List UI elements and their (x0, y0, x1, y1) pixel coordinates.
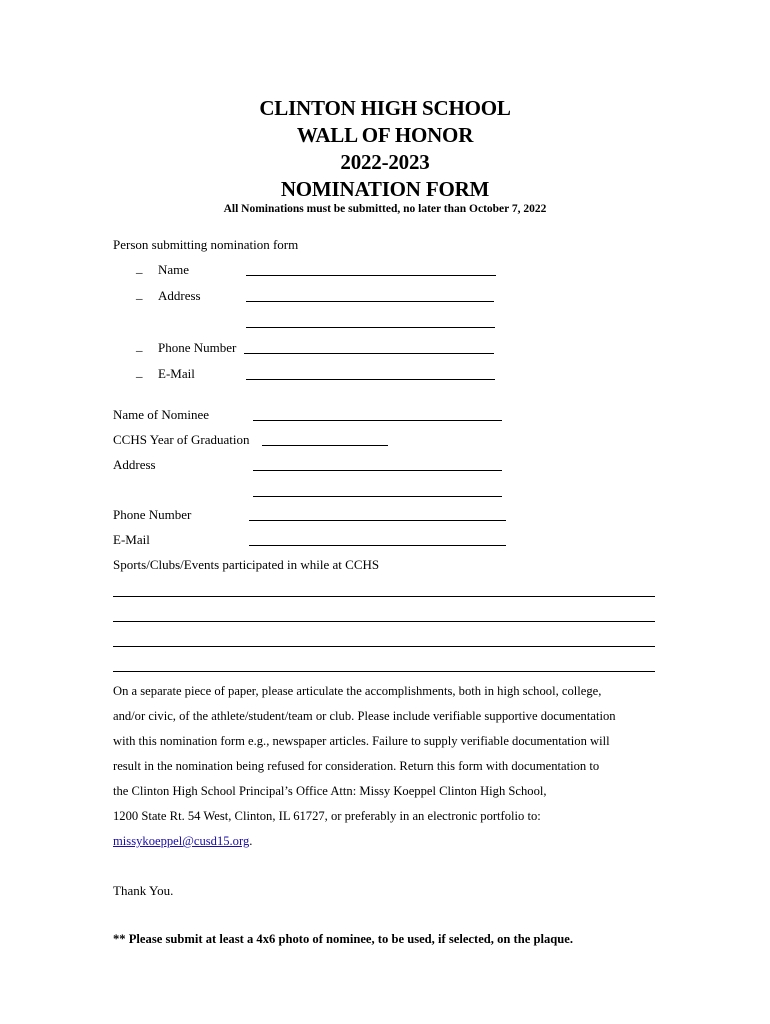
instructions-line: with this nomination form e.g., newspaper articles. Failure to supply verifiable documentation will (113, 734, 610, 748)
nominee-phone-label: Phone Number (113, 507, 192, 522)
bullet-marker: _ (136, 286, 143, 301)
submitter-name-label: Name (158, 262, 190, 277)
instructions-line: 1200 State Rt. 54 West, Clinton, IL 61727, or preferably in an electronic portfolio to: (113, 809, 541, 823)
submission-deadline: All Nominations must be submitted, no later than October 7, 2022 (223, 203, 547, 215)
activities-field-2[interactable] (113, 621, 655, 622)
submitter-email-label: E-Mail (158, 366, 195, 381)
grad-year-label: CCHS Year of Graduation (113, 432, 250, 447)
activities-field-1[interactable] (113, 596, 655, 597)
submitter-name-field[interactable] (246, 275, 496, 276)
nominee-address-label: Address (113, 457, 156, 472)
instructions-line: result in the nomination being refused for consideration. Return this form with documentation to (113, 759, 600, 773)
instructions-line: and/or civic, of the athlete/student/team or club. Please include verifiable supportive documentation (113, 709, 616, 723)
honor-title: WALL OF HONOR (296, 123, 474, 147)
submitter-phone-label: Phone Number (158, 340, 237, 355)
submitter-phone-field[interactable] (244, 353, 494, 354)
submitter-address-label: Address (158, 288, 201, 303)
submitter-email-field[interactable] (246, 379, 495, 380)
nominee-name-label: Name of Nominee (113, 407, 210, 422)
activities-field-3[interactable] (113, 646, 655, 647)
submitter-address-field-1[interactable] (246, 301, 494, 302)
grad-year-field[interactable] (262, 445, 388, 446)
instructions-line: the Clinton High School Principal’s Office Attn: Missy Koeppel Clinton High School, (113, 784, 547, 798)
nominee-address-field-1[interactable] (253, 470, 502, 471)
instructions-paragraph (113, 679, 673, 854)
activities-field-4[interactable] (113, 671, 655, 672)
instructions-line: On a separate piece of paper, please articulate the accomplishments, both in high school, college, (113, 684, 602, 698)
contact-email-link[interactable]: missykoeppel@cusd15.org (113, 834, 250, 848)
school-name: CLINTON HIGH SCHOOL (259, 96, 511, 120)
nominee-email-label: E-Mail (113, 532, 150, 547)
bullet-marker: _ (136, 364, 143, 379)
form-name: NOMINATION FORM (280, 177, 490, 201)
bullet-marker: _ (136, 260, 143, 275)
submitter-address-field-2[interactable] (246, 327, 495, 328)
email-suffix: . (249, 834, 253, 848)
form-title-block (0, 95, 770, 203)
nominee-name-field[interactable] (253, 420, 502, 421)
nominee-address-field-2[interactable] (253, 496, 502, 497)
nominee-email-field[interactable] (249, 545, 506, 546)
school-year: 2022-2023 (340, 150, 430, 174)
bullet-marker: _ (136, 338, 143, 353)
thank-you-text: Thank You. (113, 883, 174, 898)
email-line (113, 829, 673, 854)
nominee-phone-field[interactable] (249, 520, 506, 521)
submitter-section-label: Person submitting nomination form (113, 237, 299, 252)
activities-label: Sports/Clubs/Events participated in while at CCHS (113, 557, 380, 572)
photo-requirement-note: ** Please submit at least a 4x6 photo of nominee, to be used, if selected, on the plaque. (113, 932, 574, 946)
